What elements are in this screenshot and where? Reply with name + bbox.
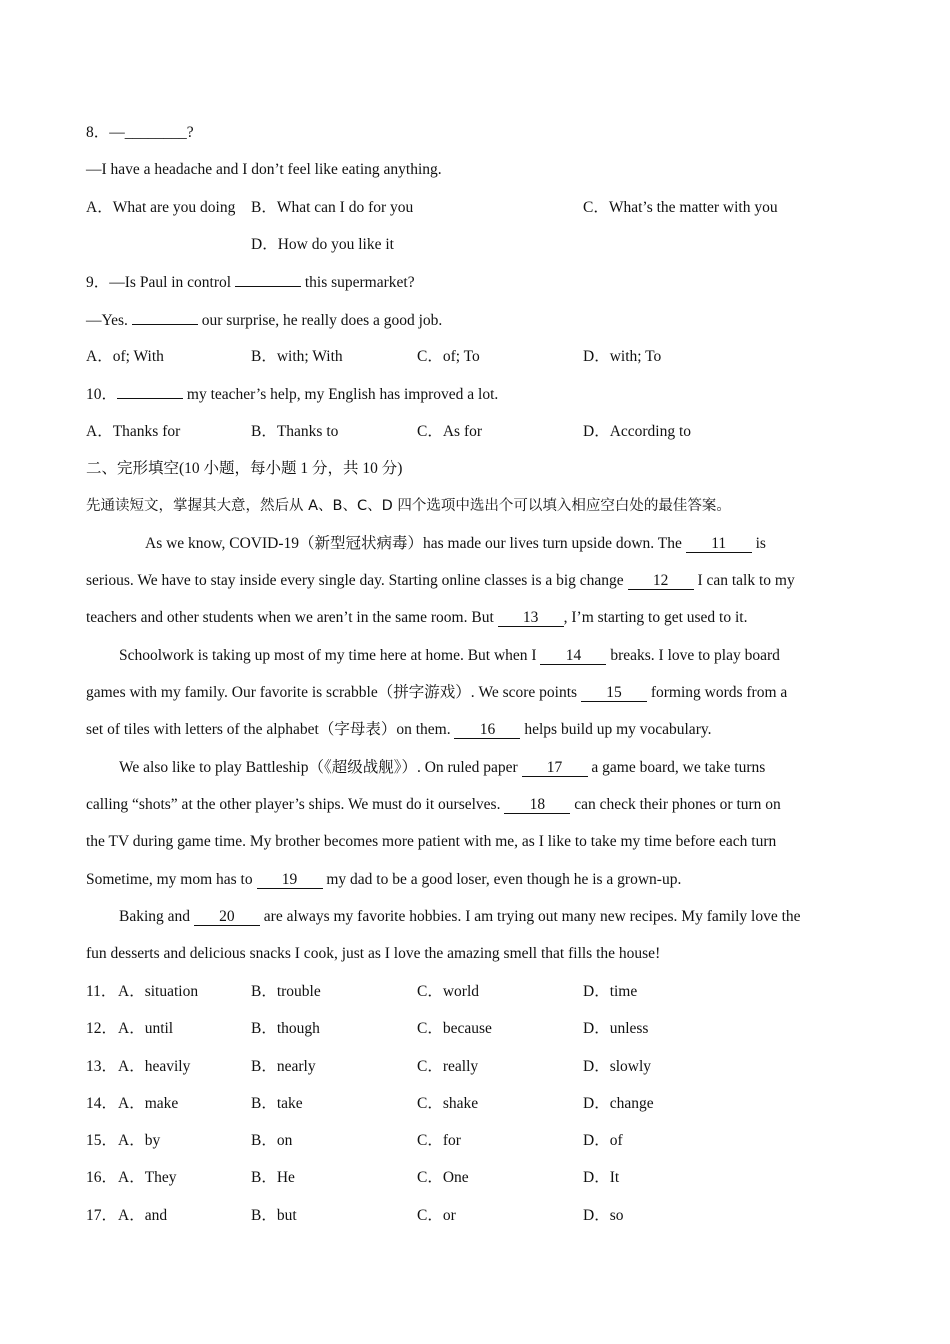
blank-17: 17 (522, 759, 588, 777)
answer-option-b: B．nearly (251, 1058, 316, 1075)
passage-p4-line1: Baking and 20 are always my favorite hobbies. I am trying out many new recipes. My family love the (119, 908, 801, 925)
passage-p1-line3: teachers and other students when we aren’t in the same room. But 13 , I’m starting to get used to it. (86, 609, 748, 626)
passage-p4-line2: fun desserts and delicious snacks I cook, just as I love the amazing smell that fills the house! (86, 945, 661, 962)
passage-p2-line1: Schoolwork is taking up most of my time here at home. But when I 14 breaks. I love to play board (119, 647, 780, 664)
q10-blank (117, 384, 183, 399)
answer-row: 16． A．They B．He C．One D．It (86, 1169, 620, 1186)
answer-option-c: C．for (417, 1132, 461, 1149)
answer-option-a: A．situation (118, 983, 199, 1000)
answer-option-a: A．and (118, 1207, 168, 1224)
answer-option-c: C．really (417, 1058, 479, 1075)
blank-16: 16 (454, 721, 520, 739)
answer-option-d: D．unless (583, 1020, 649, 1037)
q9-option-b: B．with; With (251, 348, 343, 365)
answer-row: 13． A．heavily B．nearly C．really D．slowly (86, 1058, 652, 1075)
answer-option-b: B．trouble (251, 983, 321, 1000)
passage-p3-line2: calling “shots” at the other player’s ships. We must do it ourselves. 18 can check their phones or turn on (86, 796, 781, 813)
blank-13: 13 (498, 609, 564, 627)
q8-option-a: A．What are you doing (86, 199, 236, 216)
q9-option-d: D．with; To (583, 348, 662, 365)
answer-option-a: A．make (118, 1095, 179, 1112)
answer-option-c: C．or (417, 1207, 456, 1224)
answer-option-c: C．One (417, 1169, 469, 1186)
q8-option-c: C．What’s the matter with you (583, 199, 778, 216)
answer-option-d: D．slowly (583, 1058, 652, 1075)
blank-18: 18 (504, 796, 570, 814)
answer-option-a: A．by (118, 1132, 161, 1149)
q9-reply: —Yes. our surprise, he really does a good job. (86, 312, 443, 329)
answer-option-d: D．change (583, 1095, 654, 1112)
answer-option-d: D．so (583, 1207, 624, 1224)
section-heading: 二、完形填空(10 小题，每小题 1 分，共 10 分) (86, 460, 403, 477)
q9-stem: 9．—Is Paul in control this supermarket? (86, 274, 415, 291)
passage-p2-line2: games with my family. Our favorite is scrabble（拼字游戏）. We score points 15 forming words from a (86, 684, 788, 701)
answer-option-a: A．heavily (118, 1058, 191, 1075)
answer-option-b: B．He (251, 1169, 295, 1186)
passage-p2-line3: set of tiles with letters of the alphabet（字母表）on them. 16 helps build up my vocabulary. (86, 721, 712, 738)
blank-14: 14 (540, 647, 606, 665)
q10-stem: 10． my teacher’s help, my English has improved a lot. (86, 386, 499, 403)
answer-row: 17． A．and B．but C．or D．so (86, 1207, 624, 1224)
answer-option-a: A．They (118, 1169, 177, 1186)
answer-option-b: B．on (251, 1132, 293, 1149)
q10-option-a: A．Thanks for (86, 423, 181, 440)
q10-option-b: B．Thanks to (251, 423, 339, 440)
answer-row: 11． A．situation B．trouble C．world D．time (86, 983, 638, 1000)
q9-option-c: C．of; To (417, 348, 480, 365)
answer-row: 14． A．make B．take C．shake D．change (86, 1095, 654, 1112)
q10-option-c: C．As for (417, 423, 483, 440)
section-instruction: 先通读短文，掌握其大意，然后从 A、B、C、D 四个选项中选出个可以填入相应空白处的最佳答案。 (86, 498, 731, 514)
answer-option-a: A．until (118, 1020, 174, 1037)
passage-p3-line1: We also like to play Battleship（《超级战舰》）. On ruled paper 17 a game board, we take turns (119, 759, 766, 776)
q9-option-a: A．of; With (86, 348, 164, 365)
blank-15: 15 (581, 684, 647, 702)
answer-row: 15． A．by B．on C．for D．of (86, 1132, 623, 1149)
blank-12: 12 (628, 572, 694, 590)
passage-p1-line2: serious. We have to stay inside every single day. Starting online classes is a big change 12 I can talk to my (86, 572, 795, 589)
answer-option-d: D．of (583, 1132, 623, 1149)
answer-option-c: C．shake (417, 1095, 479, 1112)
q8-stem: 8．—________? (86, 124, 194, 141)
blank-20: 20 (194, 908, 260, 926)
q9-blank-2 (132, 310, 198, 325)
q9-blank-1 (235, 272, 301, 287)
answer-option-c: C．because (417, 1020, 492, 1037)
q10-option-d: D．According to (583, 423, 692, 440)
answer-option-b: B．though (251, 1020, 320, 1037)
q8-option-d: D．How do you like it (251, 236, 394, 253)
answer-option-d: D．It (583, 1169, 620, 1186)
q8-reply: —I have a headache and I don’t feel like eating anything. (86, 161, 442, 178)
passage-p3-line4: Sometime, my mom has to 19 my dad to be a good loser, even though he is a grown-up. (86, 871, 682, 888)
passage-p1-line1: As we know, COVID-19（新型冠状病毒）has made our lives turn upside down. The 11 is (145, 535, 766, 552)
blank-19: 19 (257, 871, 323, 889)
q8-option-b: B．What can I do for you (251, 199, 414, 216)
answer-option-b: B．but (251, 1207, 297, 1224)
passage-p3-line3: the TV during game time. My brother becomes more patient with me, as I like to take my time before each turn (86, 833, 777, 850)
answer-option-d: D．time (583, 983, 638, 1000)
answer-row: 12． A．until B．though C．because D．unless (86, 1020, 649, 1037)
blank-11: 11 (686, 535, 752, 553)
answer-option-b: B．take (251, 1095, 303, 1112)
answer-option-c: C．world (417, 983, 480, 1000)
